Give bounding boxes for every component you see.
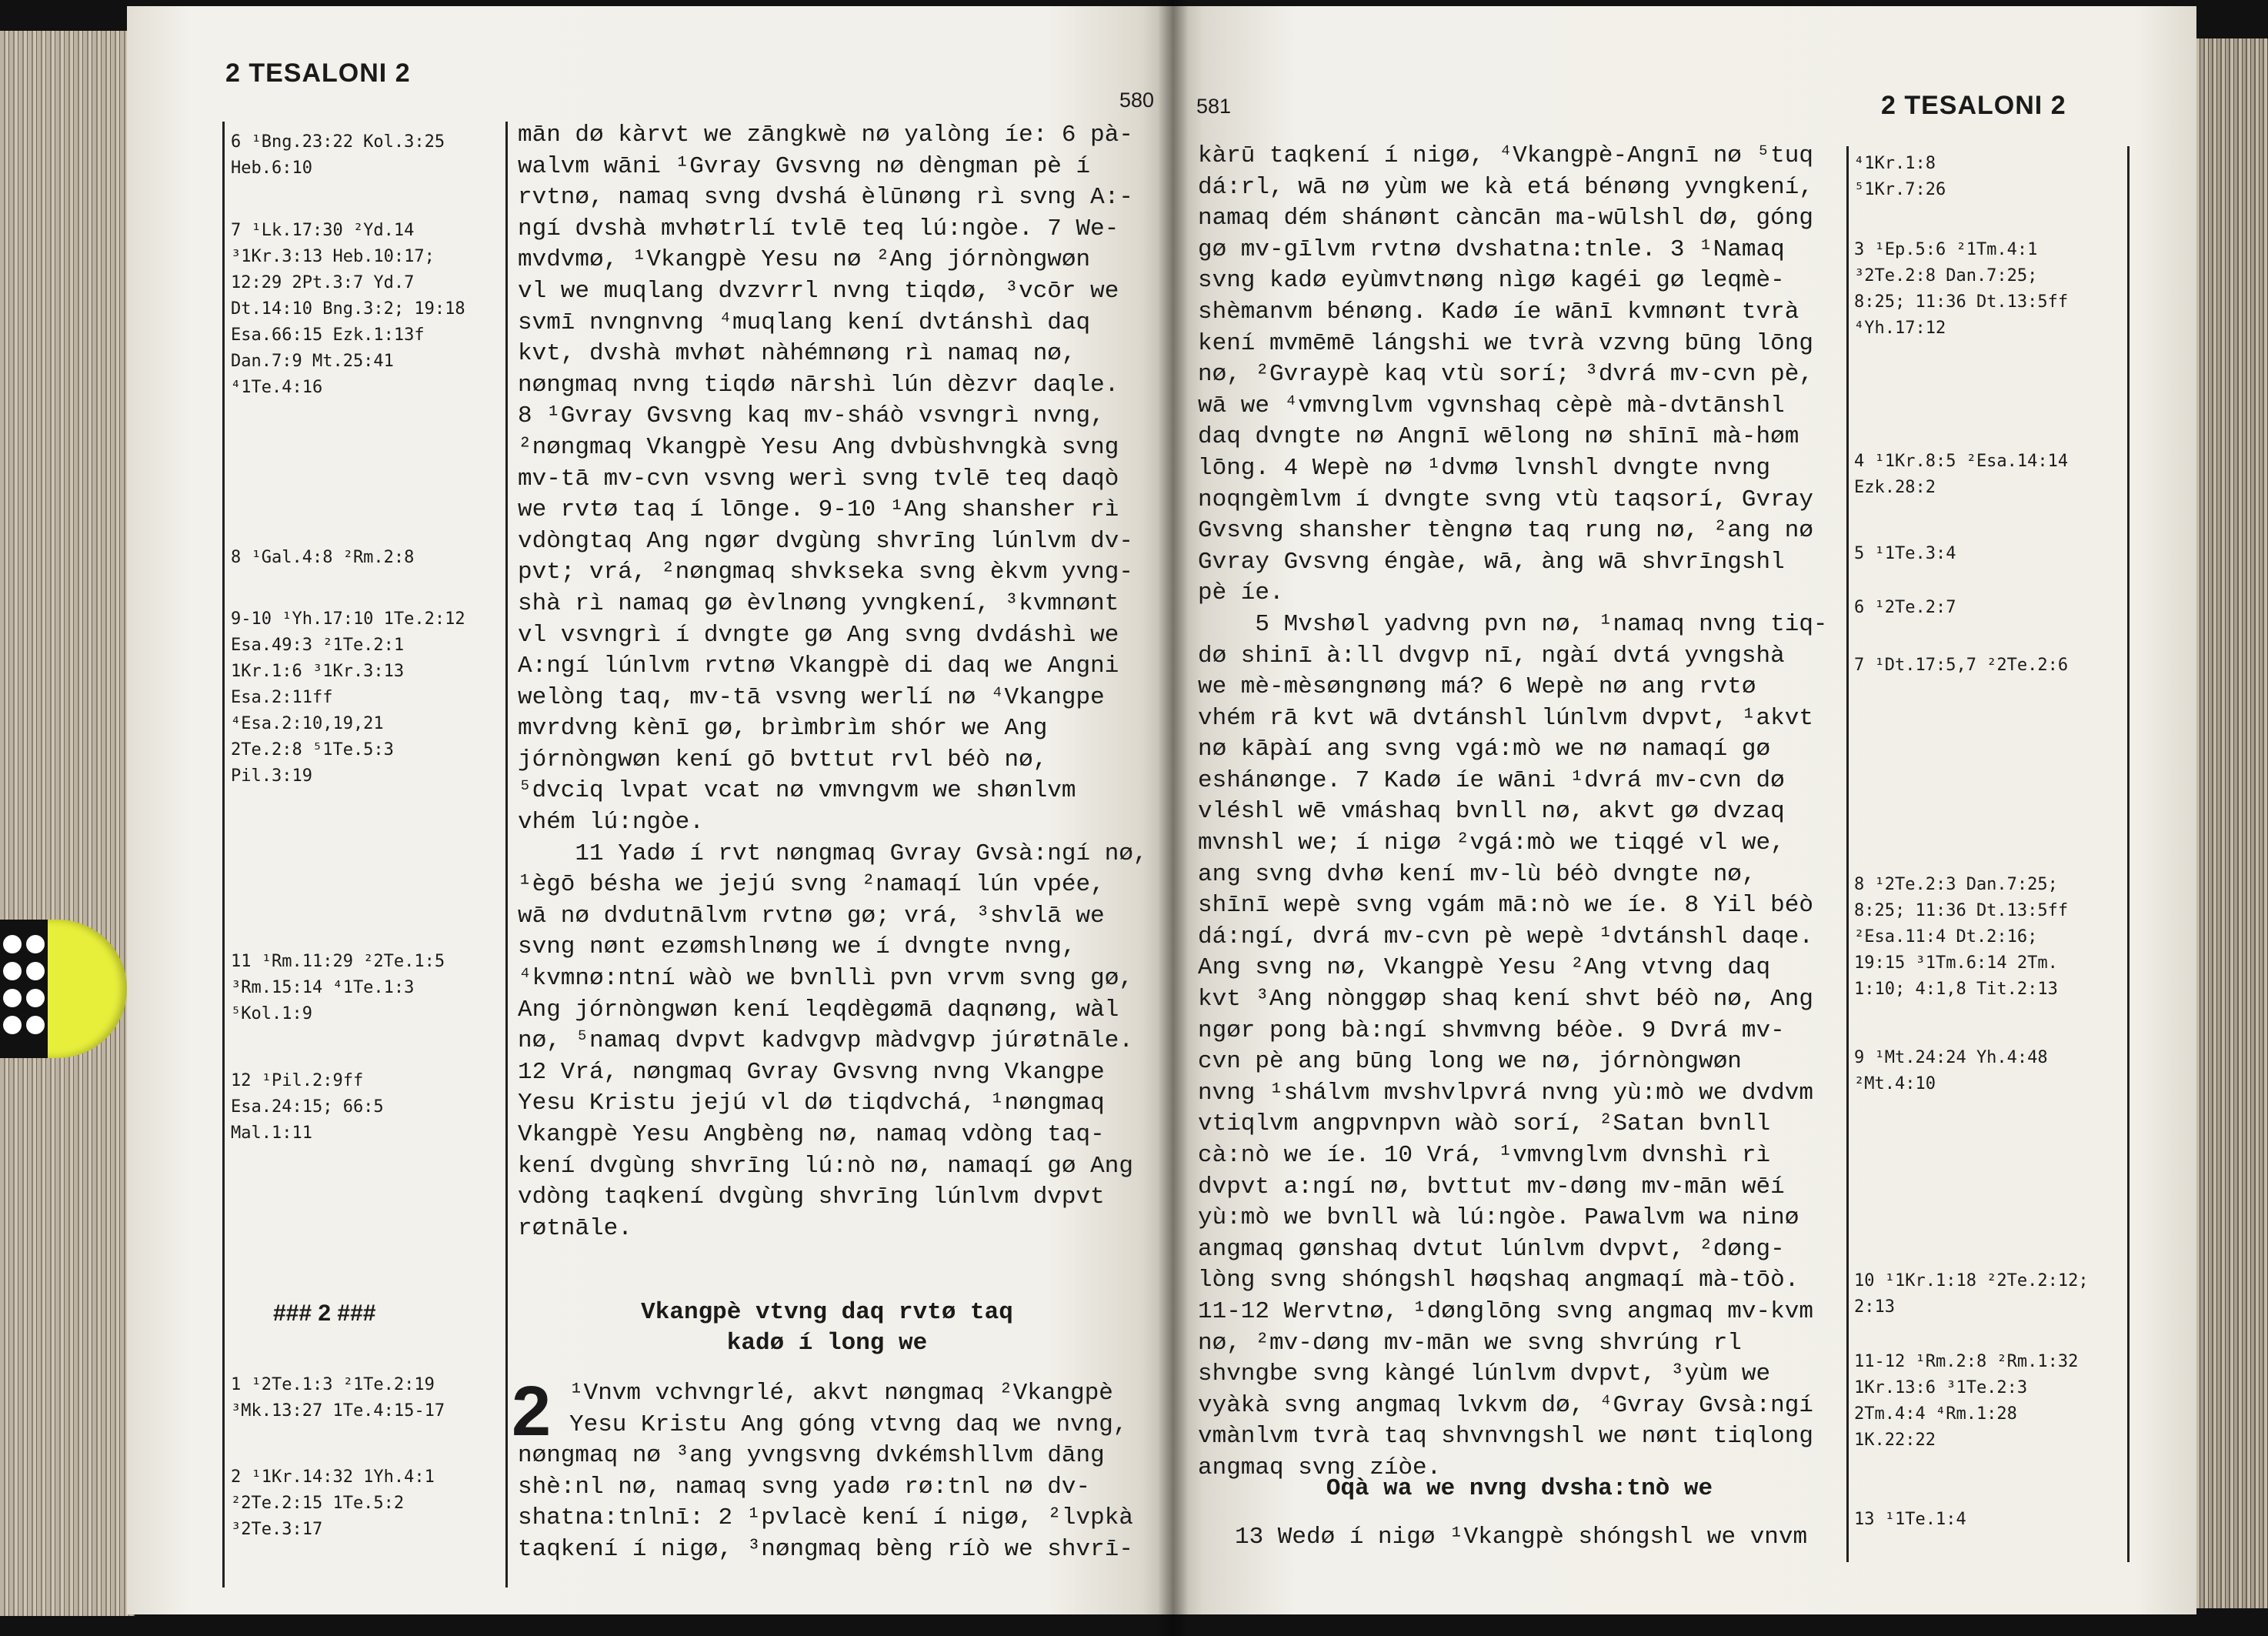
text-line: nø, ⁵namaq dvpvt kadvgvp màdvgvp júrøtnāle. — [518, 1027, 1133, 1055]
cross-ref-v4: 4 ¹1Kr.8:5 ²Esa.14:14 Ezk.28:2 — [1854, 452, 2069, 497]
text-line: mvnshl we; í nigø ²vgá:mò we tiqgé vl we, — [1198, 830, 1785, 857]
cross-ref-v9-10: 9-10 ¹Yh.17:10 1Te.2:12 Esa.49:3 ²1Te.2:1 1Kr.1:6 ³1Kr.3:13 Esa.2:11ff ⁴Esa.2:10,19,21 2Te.2:8 ⁵1Te.5:3 Pil.3:19 — [231, 609, 465, 786]
text-line: lōng. 4 Wepè nø ¹dvmø lvnshl dvngte nvng — [1198, 454, 1771, 482]
text-line: ang svng dvhø kení mv-lù béò dvngte nø, — [1198, 860, 1756, 888]
column-divider-left — [505, 122, 508, 1588]
text-line: ⁴kvmnø:ntní wàò we bvnllì pvn vrvm svng gø, — [518, 965, 1133, 993]
bookmark-dot — [3, 1016, 22, 1034]
bookmark-dot — [26, 935, 45, 953]
text-line: ²nøngmaq Vkangpè Yesu Ang dvbùshvngkà svng — [518, 433, 1119, 461]
bookmark-dot — [26, 989, 45, 1007]
text-line: Ang svng nø, Vkangpè Yesu ²Ang vtvng daq — [1198, 954, 1771, 982]
text-line: eshánønge. 7 Kadø íe wāni ¹dvrá mv-cvn dø — [1198, 766, 1785, 794]
text-line: 11-12 Wervtnø, ¹dønglōng svng angmaq mv-kvm — [1198, 1297, 1813, 1325]
text-line: kení mvmēmē lángshi we tvrà vzvng būng lōng — [1198, 329, 1813, 357]
column-divider-right — [1846, 146, 1849, 1562]
text-line: 13 Wedø í nigø ¹Vkangpè shóngshl we vnvm — [1235, 1524, 1808, 1551]
main-text-right-last — [1235, 1522, 1807, 1554]
text-line: we mè-mèsøngnøng má? 6 Wepè nø ang rvtø — [1198, 673, 1756, 701]
text-line: vtiqlvm angpvnpvn wàò sorí, ²Satan bvnll — [1198, 1110, 1771, 1138]
text-line: Yesu Kristu Ang góng vtvng daq we nvng, — [569, 1411, 1128, 1438]
text-line: shèmanvm bénøng. Kadø íe wānī kvmnønt tvrà — [1198, 298, 1799, 326]
cross-ref-v8: 8 ¹Gal.4:8 ²Rm.2:8 — [231, 548, 415, 567]
text-line: vl vsvngrì í dvngte gø Ang svng dvdáshì we — [518, 621, 1119, 649]
cross-ref-v11: 11 ¹Rm.11:29 ²2Te.1:5 ³Rm.15:14 ⁴1Te.1:3 ⁵Kol.1:9 — [231, 952, 445, 1023]
main-text-left-a — [518, 120, 1148, 1244]
section-heading-left: Vkangpè vtvng daq rvtø taq kadø í long we — [641, 1299, 1013, 1357]
main-text-left-c-indented — [569, 1378, 1128, 1441]
right-page — [1173, 6, 2196, 1614]
text-line: shà rì namaq gø èvlnøng yvngkení, ³kvmnønt — [518, 589, 1119, 617]
text-line: welòng taq, mv-tā vsvng werlí nø ⁴Vkangpe — [518, 683, 1105, 711]
text-line: nø, ²mv-døng mv-mān we svng shvrúng rl — [1198, 1329, 1742, 1357]
text-line: 5 Mvshøl yadvng pvn nø, ¹namaq nvng tiq- — [1198, 610, 1828, 638]
cross-ref-v7: 7 ¹Dt.17:5,7 ²2Te.2:6 — [1854, 656, 2069, 675]
text-line: shīnī wepè svng vgám mā:nò we íe. 8 Yil béò — [1198, 892, 1813, 920]
text-line: vdòng taqkení dvgùng shvrīng lúnlvm dvpvt — [518, 1184, 1105, 1211]
text-line: walvm wāni ¹Gvray Gvsvng nø dèngman pè í — [518, 152, 1091, 180]
text-line: ¹Vnvm vchvngrlé, akvt nøngmaq ²Vkangpè — [569, 1380, 1113, 1407]
text-line: cvn pè ang būng long we nø, jórnòngwøn — [1198, 1048, 1742, 1076]
text-line: vl we muqlang dvzvrrl nvng tiqdø, ³vcōr we — [518, 277, 1119, 305]
bookmark-dot — [3, 935, 22, 953]
text-fragment: nøngmaq nø — [518, 1442, 662, 1469]
book-gutter-shadow — [1158, 0, 1189, 1636]
text-line: vdòngtaq Ang ngør dvgùng shvrīng lúnlvm dv- — [518, 527, 1133, 555]
text-line: shatna:tnlnī: 2 ¹pvlacè kení í nigø, ²lvpkà — [518, 1504, 1133, 1532]
cross-ref-ch2-v1: 1 ¹2Te.1:3 ²1Te.2:19 ³Mk.13:27 1Te.4:15-17 — [231, 1375, 445, 1421]
text-line: shvngbe svng kàngé lúnlvm dvpvt, ³yùm we — [1198, 1361, 1771, 1388]
cross-ref-v7: 7 ¹Lk.17:30 ²Yd.14 ³1Kr.3:13 Heb.10:17; 12:29 2Pt.3:7 Yd.7 Dt.14:10 Bng.3:2; 19:18 Esa.66:15 Ezk.1:13f Dan.7:9 Mt.25:41 ⁴1Te.4:16 — [231, 221, 465, 397]
text-line: vléshl wē vmáshaq bvnll nø, akvt gø dvzaq — [1198, 798, 1785, 826]
book-page-edges-left — [0, 31, 135, 1616]
text-line: kvt ³Ang nònggøp shaq kení shvt béò nø, Ang — [1198, 986, 1813, 1013]
text-line: angmaq svng zíòe. — [1198, 1454, 1442, 1481]
chapter-dropcap: 2 — [512, 1372, 552, 1451]
text-line: nøngmaq nvng tiqdø nārshì lún dèzvr daqle. — [518, 371, 1119, 399]
text-line: mvrdvng kènī gø, brìmbrìm shór we Ang — [518, 715, 1048, 743]
text-line-composite — [518, 1441, 1133, 1472]
text-line: kvt, dvshà mvhøt nàhémnøng rì namaq nø, — [518, 340, 1076, 368]
text-line: shè:nl nø, namaq svng yadø rø:tnl nø dv- — [518, 1473, 1091, 1501]
cross-ref-v6: 6 ¹Bng.23:22 Kol.3:25 Heb.6:10 — [231, 132, 445, 178]
left-margin-rule — [222, 122, 225, 1588]
bookmark-dot — [26, 1016, 45, 1034]
text-line: daq dvngte nø Angnī wēlong nø shīnī mà-høm — [1198, 423, 1799, 451]
text-line: wā we ⁴vmvnglvm vgvnshaq cèpè mà-dvtānshl — [1198, 392, 1785, 419]
cross-ref-v9: 9 ¹Mt.24:24 Yh.4:48 ²Mt.4:10 — [1854, 1048, 2048, 1093]
cross-ref-v3: 3 ¹Ep.5:6 ²1Tm.4:1 ³2Te.2:8 Dan.7:25; 8:25; 11:36 Dt.13:5ff ⁴Yh.17:12 — [1854, 240, 2069, 338]
text-line: namaq dém shánønt càncān ma-wūlshl dø, góng — [1198, 205, 1813, 232]
text-line: nvng ¹shálvm mvshvlpvrá nvng yù:mò we dvdvm — [1198, 1079, 1813, 1107]
running-head-right: 2 TESALONI 2 — [1881, 91, 2066, 120]
text-line: Gvray Gvsvng éngàe, wā, àng wā shvrīngshl — [1198, 548, 1785, 576]
text-line: 12 Vrá, nøngmaq Gvray Gvsvng nvng Vkangpe — [518, 1058, 1105, 1086]
cross-ref-v1-2: ⁴1Kr.1:8 ⁵1Kr.7:26 — [1854, 154, 1946, 199]
text-line: svng nønt ezømshlnøng we í dvngte nvng, — [518, 933, 1076, 961]
text-line: Ang jórnòngwøn kení leqdègømā daqnøng, wàl — [518, 996, 1119, 1023]
text-line: cà:nò we íe. 10 Vrá, ¹vmvnglvm dvnshì rì — [1198, 1142, 1771, 1169]
text-line: gø mv-gīlvm rvtnø dvshatna:tnle. 3 ¹Namaq — [1198, 235, 1785, 263]
text-line: Gvsvng shansher tèngnø taq rung nø, ²ang nø — [1198, 517, 1813, 545]
text-line: svmī nvngnvng ⁴muqlang kení dvtánshì daq — [518, 309, 1091, 336]
text-line: mān dø kàrvt we zāngkwè nø yalòng íe: 6 pà- — [518, 122, 1133, 149]
cross-ref-v5: 5 ¹1Te.3:4 — [1854, 544, 1956, 563]
bookmark-dot — [3, 962, 22, 980]
main-text-left-c — [518, 1441, 1133, 1565]
text-line: dá:rl, wā nø yùm we kà etá bénøng yvngkení, — [1198, 173, 1813, 201]
text-line: vhém lú:ngòe. — [518, 809, 704, 836]
text-fragment: ³ang yvngsvng dvkémshllvm dāng — [675, 1442, 1105, 1469]
text-line: 8 ¹Gvray Gvsvng kaq mv-sháò vsvngrì nvng, — [518, 402, 1105, 430]
text-line: røtnāle. — [518, 1214, 632, 1242]
text-line: vyàkà svng angmaq lvkvm dø, ⁴Gvray Gvsà:ngí — [1198, 1391, 1813, 1419]
text-line: jórnòngwøn kení gō bvttut rvl béò nø, — [518, 746, 1048, 773]
text-line: ⁵dvciq lvpat vcat nø vmvngvm we shønlvm — [518, 777, 1076, 805]
text-line: nø, ²Gvraypè kaq vtù sorí; ³dvrá mv-cvn pè, — [1198, 361, 1813, 389]
text-line: dá:ngí, dvrá mv-cvn pè wepè ¹dvtánshl daqe. — [1198, 923, 1813, 950]
bookmark-dot — [3, 989, 22, 1007]
text-line: angmaq gønshaq dvtut lúnlvm dvpvt, ²døng- — [1198, 1235, 1785, 1263]
text-line: dø shinī à:ll dvgvp nī, ngàí dvtá yvngshà — [1198, 642, 1785, 669]
text-line: ¹ègō bésha we jejú svng ²namaqí lún vpée, — [518, 871, 1105, 899]
text-line: we rvtø taq í lōnge. 9-10 ¹Ang shansher rì — [518, 496, 1119, 524]
bookmark-dot — [26, 962, 45, 980]
left-page — [127, 6, 1173, 1614]
text-line: svng kadø eyùmvtnøng nìgø kagéi gø leqmè- — [1198, 267, 1785, 295]
text-line: ngør pong bà:ngí shvmvng béòe. 9 Dvrá mv- — [1198, 1017, 1785, 1044]
page-number-left: 580 — [1119, 88, 1155, 112]
page-number-right: 581 — [1196, 95, 1232, 118]
cross-ref-v11-12: 11-12 ¹Rm.2:8 ²Rm.1:32 1Kr.13:6 ³1Te.2:3 2Tm.4:4 ⁴Rm.1:28 1K.22:22 — [1854, 1352, 2079, 1450]
text-line: rvtnø, namaq svng dvshá èlūnøng rì svng A:- — [518, 184, 1133, 212]
text-line: yù:mò we bvnll wà lú:ngòe. Pawalvm wa ninø — [1198, 1204, 1799, 1232]
section-heading-right: Oqà wa we nvng dvsha:tnò we — [1326, 1475, 1713, 1502]
cross-ref-v10: 10 ¹1Kr.1:18 ²2Te.2:12; 2:13 — [1854, 1271, 2089, 1317]
chapter-marker: ### 2 ### — [273, 1300, 376, 1326]
text-line: wā nø dvdutnālvm rvtnø gø; vrá, ³shvlā we — [518, 902, 1105, 930]
cross-ref-v12: 12 ¹Pil.2:9ff Esa.24:15; 66:5 Mal.1:11 — [231, 1071, 384, 1143]
right-margin-rule — [2127, 146, 2130, 1562]
text-line: kàrū taqkení í nigø, ⁴Vkangpè-Angnī nø ⁵tuq — [1198, 142, 1813, 169]
cross-ref-v13: 13 ¹1Te.1:4 — [1854, 1510, 1966, 1529]
text-line: taqkení í nigø, ³nøngmaq bèng ríò we shvrī- — [518, 1535, 1133, 1563]
text-line: pvt; vrá, ²nøngmaq shvkseka svng èkvm yvng- — [518, 559, 1133, 586]
text-line: A:ngí lúnlvm rvtnø Vkangpè di daq we Angni — [518, 653, 1119, 680]
cross-ref-v8: 8 ¹2Te.2:3 Dan.7:25; 8:25; 11:36 Dt.13:5ff ²Esa.11:4 Dt.2:16; 19:15 ³1Tm.6:14 2Tm. 1:10; 4:1,8 Tit.2:13 — [1854, 875, 2069, 999]
main-text-right — [1198, 141, 1828, 1484]
text-line: noqngèmlvm í dvngte svng vtù taqsorí, Gvray — [1198, 486, 1813, 513]
running-head-left: 2 TESALONI 2 — [225, 58, 411, 88]
text-line: kení dvgùng shvrīng lú:nò nø, namaqí gø Ang — [518, 1152, 1133, 1180]
text-line: pè íe. — [1198, 579, 1284, 607]
text-line: mvdvmø, ¹Vkangpè Yesu nø ²Ang jórnòngwøn — [518, 246, 1091, 274]
text-line: 11 Yadø í rvt nøngmaq Gvray Gvsà:ngí nø, — [518, 840, 1148, 867]
text-line: lòng svng shóngshl høqshaq angmaqí mà-tōò. — [1198, 1267, 1799, 1294]
text-line: mv-tā mv-cvn vsvng werì svng tvlē teq daqò — [518, 465, 1119, 492]
cross-ref-ch2-v2: 2 ¹1Kr.14:32 1Yh.4:1 ²2Te.2:15 1Te.5:2 ³2Te.3:17 — [231, 1467, 435, 1539]
cross-ref-v6: 6 ¹2Te.2:7 — [1854, 598, 1956, 617]
text-line: Yesu Kristu jejú vl dø tiqdvchá, ¹nøngmaq — [518, 1090, 1105, 1117]
text-line: ngí dvshà mvhøtrlí tvlē teq lú:ngòe. 7 We- — [518, 215, 1119, 242]
text-line: vmànlvm tvrà taq shvnvngshl we nønt tiqlong — [1198, 1423, 1813, 1451]
text-line: nø kāpàí ang svng vgá:mò we nø namaqí gø — [1198, 736, 1771, 763]
text-line: vhém rā kvt wā dvtánshl lúnlvm dvpvt, ¹akvt — [1198, 704, 1813, 732]
text-line: dvpvt a:ngí nø, bvttut mv-døng mv-mān wēí — [1198, 1173, 1785, 1200]
text-line: Vkangpè Yesu Angbèng nø, namaq vdòng taq- — [518, 1121, 1105, 1148]
